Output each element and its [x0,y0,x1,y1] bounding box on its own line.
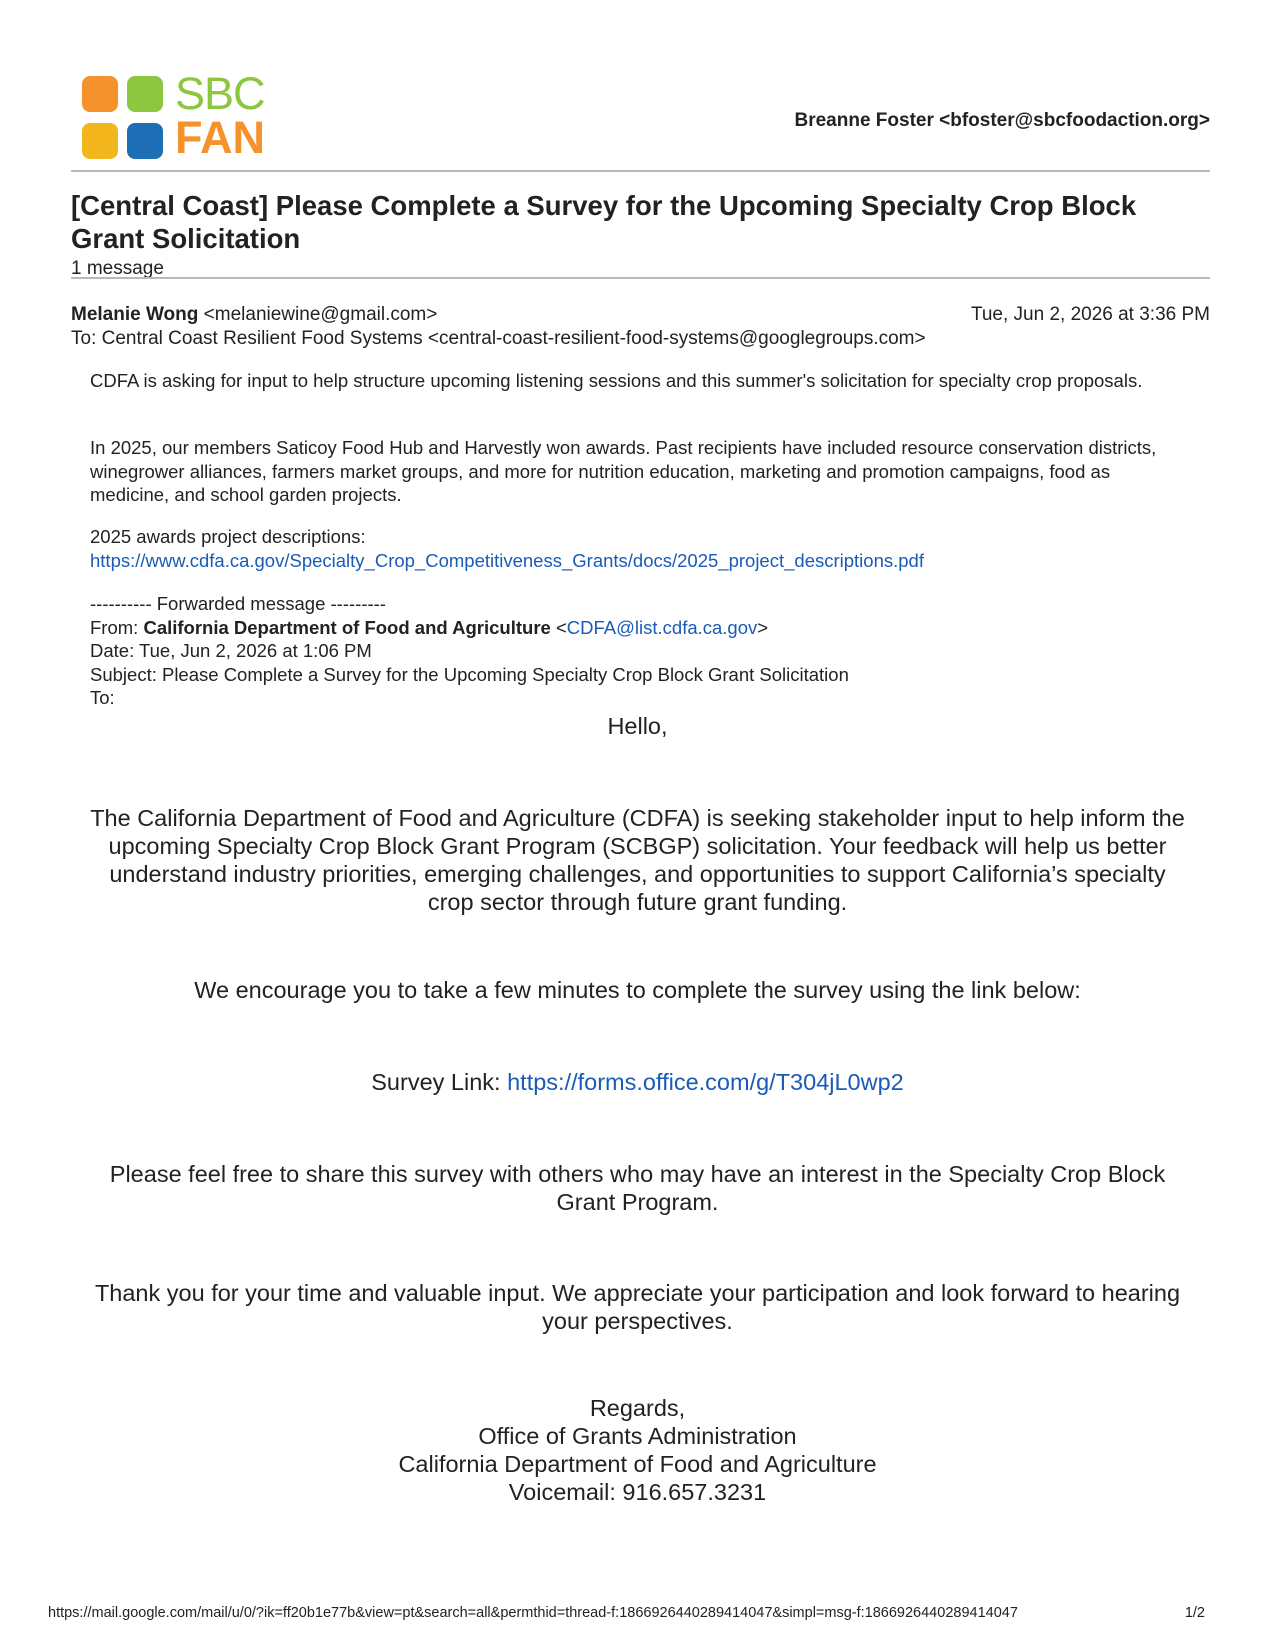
message-date: Tue, Jun 2, 2026 at 3:36 PM [970,304,1210,325]
letter-paragraph: The California Department of Food and Agriculture (CDFA) is seeking stakeholder input to help inform the upcoming Specialty Crop Block Grant Program (SCBGP) solicitation. Your feedback will help us better understand industry priorities, emerging challenges, and opportunities to support California’s specialty crop sector through future grant funding. [90,805,1185,915]
forwarded-from [90,616,849,640]
account-identity: Breanne Foster <bfoster@sbcfoodaction.org> [794,110,1210,131]
logo-text-fan: FAN [175,112,265,163]
forwarded-date: Date: Tue, Jun 2, 2026 at 1:06 PM [90,640,372,661]
logo-square-orange [82,76,118,112]
sender-name: Melanie Wong [71,304,199,325]
message-paragraph [90,525,1185,572]
forwarded-from-name: California Department of Food and Agriculture [143,616,551,638]
sbcfan-logo [82,68,282,163]
survey-link[interactable]: https://forms.office.com/g/T304jL0wp2 [507,1069,904,1095]
message-recipient: To: Central Coast Resilient Food Systems <central-coast-resilient-food-systems@googlegroups.com> [71,328,926,349]
print-footer-url: https://mail.google.com/mail/u/0/?ik=ff20b1e77b&view=pt&search=all&permthid=thread-f:1866926440289414047&simpl=msg-f:1866926440289414047 [48,1605,1018,1621]
project-descriptions-link[interactable]: https://www.cdfa.ca.gov/Specialty_Crop_Competitiveness_Grants/docs/2025_project_descriptions.pdf [90,549,924,571]
divider [71,277,1210,279]
logo-square-green [127,76,163,112]
forwarded-divider-text: ---------- Forwarded message --------- [90,593,386,614]
letter-greeting: Hello, [607,713,668,739]
forwarded-header [90,592,849,710]
signature-line: Regards, [589,1395,686,1421]
message-paragraph: CDFA is asking for input to help structure upcoming listening sessions and this summer's solicitation for specialty crop proposals. [90,370,1143,391]
forwarded-from-email[interactable]: CDFA@list.cdfa.ca.gov [566,616,758,638]
forwarded-from-lt: < [550,616,567,638]
logo-square-blue [127,123,163,159]
divider [71,170,1210,172]
letter-signature [90,1394,1185,1506]
signature-line: Voicemail: 916.657.3231 [508,1479,767,1505]
message-count: 1 message [71,258,164,279]
survey-line [90,1068,1185,1096]
forwarded-from-label: From: [90,616,144,638]
forwarded-from-gt: > [757,616,769,638]
forwarded-subject: Subject: Please Complete a Survey for the Upcoming Specialty Crop Block Grant Solicitation [90,663,849,685]
letter-paragraph: Please feel free to share this survey with others who may have an interest in the Specialty Crop Block Grant Program. [109,1161,1166,1215]
page-number: 1/2 [1184,1605,1205,1621]
project-descriptions-label: 2025 awards project descriptions: [90,526,366,547]
signature-line: California Department of Food and Agriculture [398,1451,877,1477]
logo-square-yellow [82,123,118,159]
signature-line: Office of Grants Administration [478,1423,797,1449]
letter-paragraph: Thank you for your time and valuable input. We appreciate your participation and look forward to hearing your perspectives. [94,1280,1181,1334]
logo-text-sbc: SBC [175,68,265,119]
sender-email: <melaniewine@gmail.com> [203,304,438,325]
letter-paragraph: We encourage you to take a few minutes to complete the survey using the link below: [194,977,1081,1003]
survey-label: Survey Link: [371,1069,508,1095]
message-sender [71,304,437,326]
message-paragraph: In 2025, our members Saticoy Food Hub and Harvestly won awards. Past recipients have included resource conservation districts, winegrower alliances, farmers market groups, and more for nutrition education, marketing and promotion campaigns, food as medicine, and school garden projects. [90,437,1157,505]
thread-subject: [Central Coast] Please Complete a Survey for the Upcoming Specialty Crop Block Grant Solicitation [71,190,1137,254]
forwarded-to: To: [90,687,115,708]
